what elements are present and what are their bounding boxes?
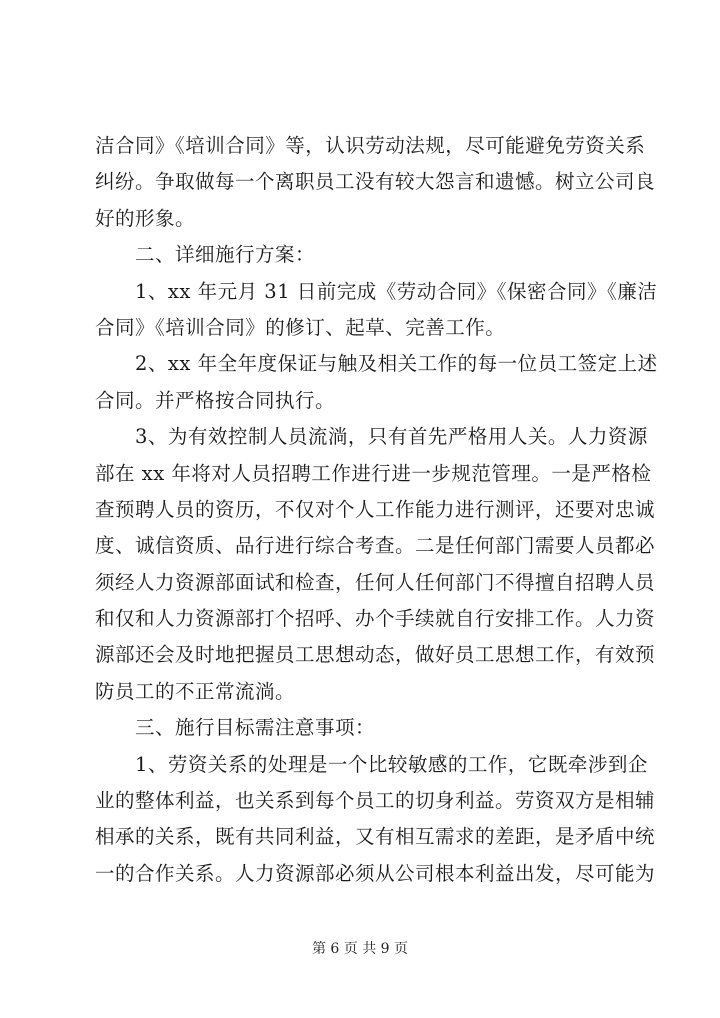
body-text-line: 1、xx 年元月 31 日前完成《劳动合同》《保密合同》《廉洁: [95, 279, 658, 303]
body-text-line: 业的整体利益，也关系到每个员工的切身利益。劳资双方是相辅: [95, 789, 656, 813]
body-text-line: 相承的关系，既有共同利益，又有相互需求的差距，是矛盾中统: [95, 825, 656, 849]
body-text-line: 一的合作关系。人力资源部必须从公司根本利益出发，尽可能为: [95, 861, 656, 885]
body-text-line: 部在 xx 年将对人员招聘工作进行进一步规范管理。一是严格检: [95, 461, 652, 485]
body-text-line: 1、劳资关系的处理是一个比较敏感的工作，它既牵涉到企: [95, 752, 648, 776]
body-text-line: 防员工的不正常流淌。: [95, 679, 296, 703]
body-text-line: 源部还会及时地把握员工思想动态，做好员工思想工作，有效预: [95, 643, 656, 667]
body-text-line: 纠纷。争取做每一个离职员工没有较大怨言和遗憾。树立公司良: [95, 170, 656, 194]
body-text-line: 须经人力资源部面试和检查，任何人任何部门不得擅自招聘人员: [95, 570, 656, 594]
body-text-line: 查预聘人员的资历，不仅对个人工作能力进行测评，还要对忠诚: [95, 497, 656, 521]
body-text-line: 3、为有效控制人员流淌，只有首先严格用人关。人力资源: [95, 425, 648, 449]
document-body: [95, 128, 658, 892]
body-text-line: 三、施行目标需注意事项：: [95, 716, 376, 740]
body-text-line: 合同》《培训合同》的修订、起草、完善工作。: [95, 315, 506, 339]
body-text-line: 度、诚信资质、品行进行综合考查。二是任何部门需要人员都必: [95, 534, 656, 558]
page-footer: 第 6 页 共 9 页: [311, 941, 409, 957]
body-text-line: 2、xx 年全年度保证与触及相关工作的每一位员工签定上述: [95, 352, 658, 376]
body-text-line: 和仅和人力资源部打个招呼、办个手续就自行安排工作。人力资: [95, 607, 656, 631]
body-text-line: 合同。并严格按合同执行。: [95, 388, 336, 412]
body-text-line: 洁合同》《培训合同》等，认识劳动法规，尽可能避免劳资关系: [95, 134, 646, 157]
body-text-line: 好的形象。: [95, 206, 196, 230]
body-text-line: 二、详细施行方案：: [95, 243, 316, 267]
